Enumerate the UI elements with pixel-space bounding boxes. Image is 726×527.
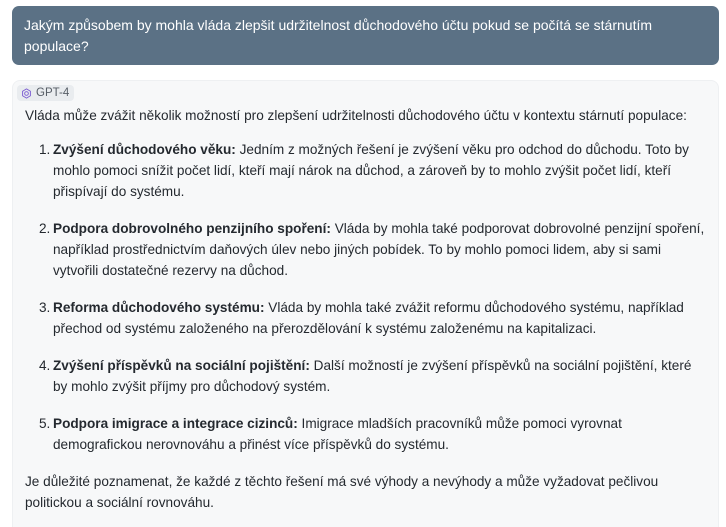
list-item	[39, 413, 709, 455]
answer-intro: Vláda může zvážit několik možností pro zlepšení udržitelnosti důchodového účtu v kontextu stárnutí populace:	[25, 108, 687, 123]
model-label: GPT-4	[36, 87, 70, 99]
user-message-bubble	[12, 6, 719, 65]
assistant-message	[12, 80, 719, 527]
answer-outro: Je důležité poznamenat, že každé z těchto řešení má své výhody a nevýhody a může vyžadovat pečlivou politickou a sociální rovnováhu.	[25, 474, 659, 510]
list-item-text: Vláda by mohla také zvážit reformu důchodového systému, například přechod od systému založeného na přerozdělování k systému založenému na kapitalizaci.	[53, 300, 684, 336]
list-item-title: Reforma důchodového systému:	[53, 300, 265, 315]
model-badge	[17, 85, 74, 101]
list-item-number: 2.	[39, 221, 51, 236]
list-item-text: Vláda by mohla také podporovat dobrovolné penzijní spoření, například prostřednictvím daňových úlev nebo jiných pobídek. To by mohlo pomoci lidem, aby si sami vytvořili dostatečné rezervy na důchod.	[53, 221, 705, 278]
list-item-text: Imigrace mladších pracovníků může pomoci vyrovnat demografickou nerovnováhu a přinést více příspěvků do systému.	[53, 416, 622, 452]
list-item-title: Podpora dobrovolného penzijního spoření:	[53, 221, 331, 236]
list-item-title: Zvýšení důchodového věku:	[53, 142, 236, 157]
list-item-text: Jedním z možných řešení je zvýšení věku pro odchod do důchodu. Toto by mohlo pomoci snížit počet lidí, kteří mají nárok na důchod, a zároveň by to mohlo zvýšit počet lidí, kteří přispívají do systému.	[53, 142, 689, 199]
list-item-number: 3.	[39, 300, 51, 315]
list-item	[39, 297, 709, 339]
list-item-title: Podpora imigrace a integrace cizinců:	[53, 416, 298, 431]
list-item	[39, 355, 709, 397]
list-item-number: 4.	[39, 358, 51, 373]
list-item-number: 5.	[39, 416, 51, 431]
user-message-text: Jakým způsobem by mohla vláda zlepšit udržitelnost důchodového účtu pokud se počítá se stárnutím populace?	[24, 17, 653, 54]
openai-logo-icon	[21, 88, 32, 99]
assistant-answer	[25, 105, 709, 513]
list-item-text: Další možností je zvýšení příspěvků na sociální pojištění, které by mohlo zvýšit příjmy pro důchodový systém.	[53, 358, 692, 394]
list-item	[39, 218, 709, 281]
list-item-number: 1.	[39, 142, 51, 157]
list-item-title: Zvýšení příspěvků na sociální pojištění:	[53, 358, 310, 373]
answer-list	[25, 139, 709, 455]
list-item	[39, 139, 709, 202]
